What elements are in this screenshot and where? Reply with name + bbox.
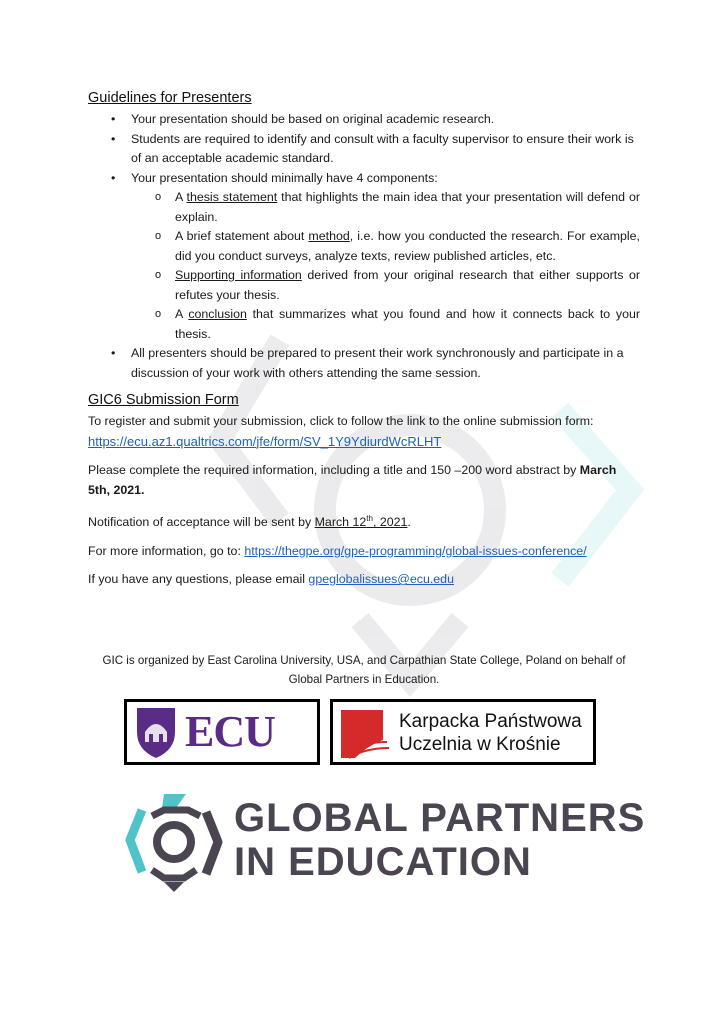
email-link[interactable]: gpeglobalissues@ecu.edu: [308, 572, 454, 587]
text: derived from your original research that either supports or refutes your thesis.: [175, 268, 641, 302]
supporting-information-term: Supporting information: [175, 268, 302, 282]
notification-date: [314, 514, 411, 530]
notification-paragraph: [88, 509, 640, 533]
text: .: [407, 515, 411, 530]
text: that highlights the main idea that your presentation will defend or explain.: [175, 190, 640, 224]
karpacka-name: [399, 710, 582, 756]
document-body: [88, 88, 640, 590]
text: th: [366, 514, 373, 523]
list-item: [175, 188, 640, 227]
text: , 2021: [372, 515, 408, 530]
submission-heading: GIC6 Submission Form: [88, 392, 239, 408]
submission-form-link[interactable]: https://ecu.az1.qualtrics.com/jfe/form/SV_1Y9YdiurdWcRLHT: [88, 433, 442, 449]
gpe-wordmark: [234, 796, 645, 884]
submission-intro: [88, 412, 640, 452]
karpacka-line-1: Karpacka Państwowa: [399, 711, 582, 732]
text: For more information, go to:: [88, 543, 245, 558]
list-item: • Your presentation should be based on original academic research.: [131, 110, 640, 130]
ecu-wordmark: ECU: [185, 707, 275, 756]
ecu-logo: [124, 699, 320, 765]
organizer-note: GIC is organized by East Carolina University, USA, and Carpathian State College, Poland on behalf of Global Partners in Education.: [102, 654, 626, 686]
text: A brief statement about: [175, 229, 309, 243]
gpe-line-2: IN EDUCATION: [234, 840, 532, 884]
gpe-emblem-icon: [124, 790, 224, 894]
info-paragraph: [88, 542, 640, 562]
guidelines-list: [88, 110, 640, 188]
text: A: [175, 190, 187, 204]
list-item: [175, 266, 640, 305]
method-term: method: [308, 229, 350, 243]
components-list: [88, 188, 640, 344]
list-item: [175, 305, 640, 344]
conference-info-link[interactable]: https://thegpe.org/gpe-programming/global-issues-conference/: [244, 543, 587, 558]
text: that summarizes what you found and how it connects back to your thesis.: [175, 307, 640, 341]
guidelines-heading: Guidelines for Presenters: [88, 90, 252, 106]
list-item: • All presenters should be prepared to present their work synchronously and participate in a discussion of your work with others attending the same session.: [131, 344, 640, 383]
thesis-statement-term: thesis statement: [186, 190, 278, 204]
list-item: [175, 227, 640, 266]
abstract-deadline-paragraph: [88, 461, 640, 500]
text: To register and submit your submission, click to follow the link to the online submission form:: [88, 414, 594, 428]
deadline-date: March 5th, 2021.: [88, 463, 617, 497]
list-item: • Students are required to identify and consult with a faculty supervisor to ensure their work is of an acceptable academic standard.: [131, 130, 640, 169]
text: Please complete the required information, including a title and 150 –200 word abstract by: [88, 463, 580, 477]
karpacka-line-2: Uczelnia w Krośnie: [399, 734, 561, 755]
list-item: [131, 169, 640, 189]
text: , i.e. how you conducted the research. For example, did you conduct surveys, analyze texts, review published articles, etc.: [175, 229, 640, 263]
text: Notification of acceptance will be sent by: [88, 515, 315, 530]
karpacka-emblem-icon: [337, 702, 395, 762]
gpe-line-1: GLOBAL PARTNERS: [234, 796, 646, 840]
text: A: [175, 307, 189, 321]
karpacka-logo: [330, 699, 596, 765]
text: March 12: [314, 515, 367, 530]
components-intro: Your presentation should minimally have 4 components:: [131, 170, 438, 185]
questions-paragraph: [88, 570, 640, 590]
conclusion-term: conclusion: [188, 307, 247, 321]
text: If you have any questions, please email: [88, 572, 309, 587]
guidelines-list-continued: [88, 344, 640, 383]
